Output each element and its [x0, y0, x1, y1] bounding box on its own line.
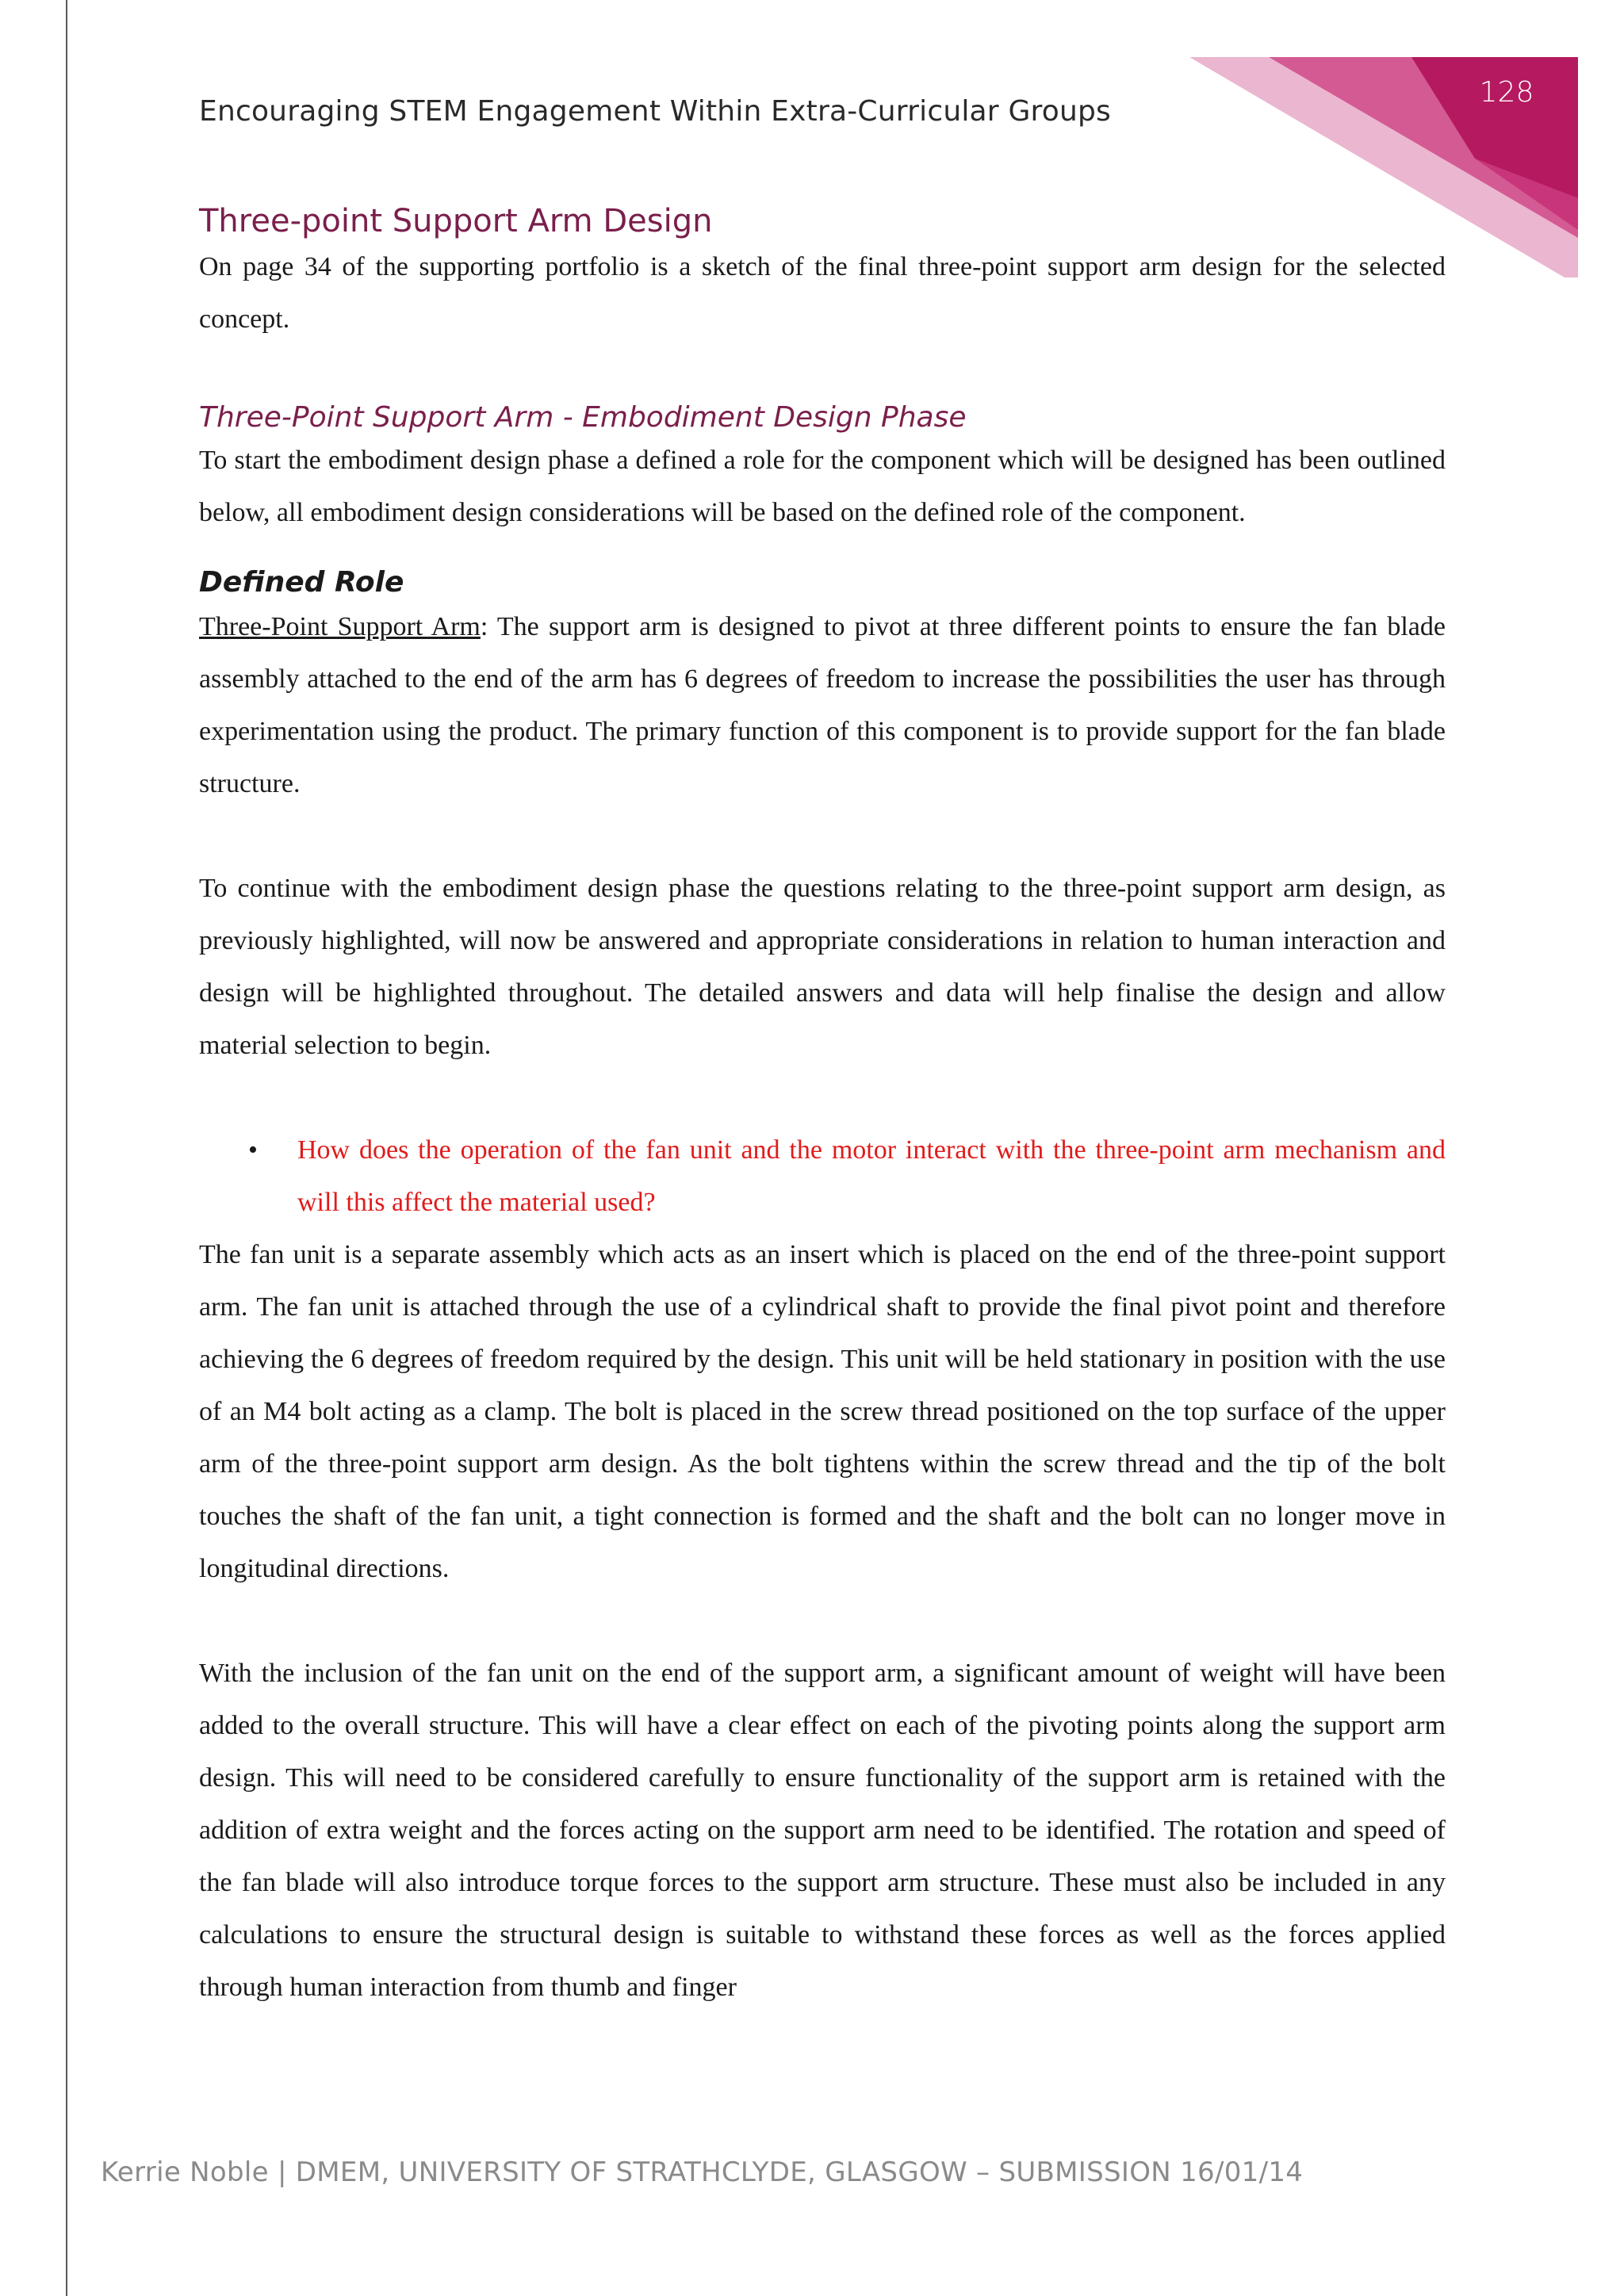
spacer [199, 810, 1446, 863]
left-margin-rule [66, 0, 67, 2296]
spacer [199, 539, 1446, 560]
bullet-icon: • [248, 1135, 258, 1165]
continue-paragraph: To continue with the embodiment design phase the questions relating to the three-point support arm design, as previously highlighted, will now be answered and appropriate considerations in relation to human interaction and design will be highlighted throughout. The detailed answers and data will help finalise the design and allow material selection to begin. [199, 874, 1446, 1060]
subsection-intro: To start the embodiment design phase a defined a role for the component which will be designed has been outlined below, all embodiment design considerations will be based on the defined role of the component. [199, 446, 1446, 527]
running-header: Encouraging STEM Engagement Within Extra-Curricular Groups [199, 95, 1111, 128]
page-footer: Kerrie Noble | DMEM, UNIVERSITY OF STRATHCLYDE, GLASGOW – SUBMISSION 16/01/14 [101, 2156, 1304, 2188]
defined-role-term: Three-Point Support Arm [199, 612, 481, 641]
defined-role-paragraph [199, 601, 1446, 810]
defined-role-text: : The support arm is designed to pivot at three different points to ensure the fan blade assembly attached to the end of the arm has 6 degrees of freedom to increase the possibilities the user has through experimentation using the product. The primary function of this component is to provide support for the fan blade structure. [199, 612, 1446, 798]
answer-paragraph-1: The fan unit is a separate assembly which acts as an insert which is placed on the end of the three-point support arm. The fan unit is attached through the use of a cylindrical shaft to provide the final pivot point and therefore achieving the 6 degrees of freedom required by the design. This unit will be held stationary in position with the use of an M4 bolt acting as a clamp. The bolt is placed in the screw thread positioned on the top surface of the upper arm of the three-point support arm design. As the bolt tightens within the screw thread and the tip of the bolt touches the shaft of the fan unit, a tight connection is formed and the shaft and the bolt can no longer move in longitudinal directions. [199, 1240, 1446, 1583]
section-heading: Three-point Support Arm Design [199, 203, 713, 239]
defined-role-heading: Defined Role [199, 566, 404, 599]
page-content [199, 197, 1446, 2014]
page-number: 128 [1479, 76, 1534, 109]
question-text: How does the operation of the fan unit and the motor interact with the three-point arm mechanism and will this affect the material used? [297, 1135, 1446, 1217]
spacer [199, 1595, 1446, 1647]
section-intro: On page 34 of the supporting portfolio is a sketch of the final three-point support arm design for the selected concept. [199, 252, 1446, 334]
answer-paragraph-2: With the inclusion of the fan unit on the end of the support arm, a significant amount of weight will have been added to the overall structure. This will have a clear effect on each of the pivoting points along the support arm design. This will need to be considered carefully to ensure functionality of the support arm is retained with the addition of extra weight and the forces acting on the support arm need to be identified. The rotation and speed of the fan blade will also introduce torque forces to the support arm structure. These must also be included in any calculations to ensure the structural design is suitable to withstand these forces as well as the forces applied through human interaction from thumb and finger [199, 1659, 1446, 2002]
subsection-heading: Three-Point Support Arm - Embodiment Design Phase [199, 401, 967, 434]
spacer [199, 1072, 1446, 1124]
question-bullet [199, 1124, 1446, 1229]
spacer [199, 346, 1446, 395]
